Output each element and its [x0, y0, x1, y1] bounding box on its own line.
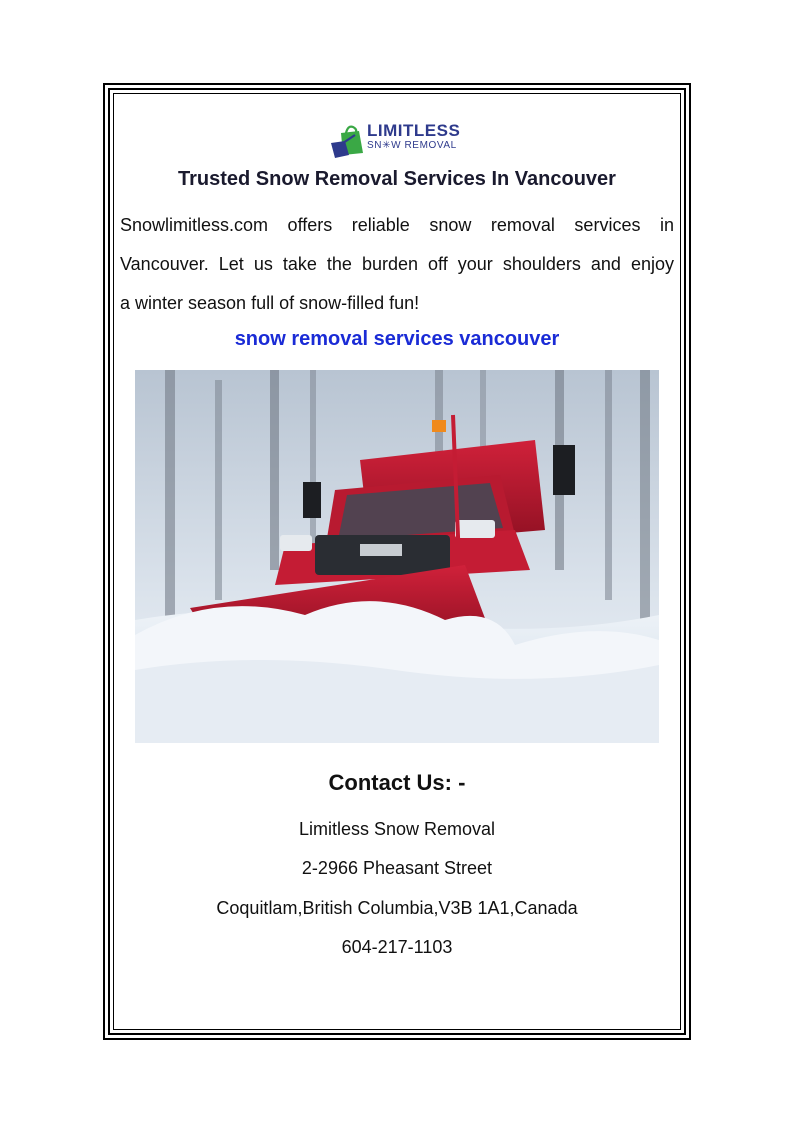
contact-company: Limitless Snow Removal	[298, 819, 496, 839]
shovel-bag-icon	[329, 121, 369, 161]
contact-phone[interactable]: 604-217-1103	[341, 937, 453, 957]
contact-street: 2-2966 Pheasant Street	[301, 858, 493, 878]
intro-paragraph	[120, 206, 674, 323]
snowplow-truck-photo	[135, 370, 659, 743]
contact-city: Coquitlam,British Columbia,V3B 1A1,Canada	[216, 898, 578, 918]
page-title: Trusted Snow Removal Services In Vancouver	[178, 168, 616, 190]
intro-line: Snowlimitless.com offers reliable snow removal services in	[120, 215, 674, 235]
service-link[interactable]: snow removal services vancouver	[234, 328, 560, 350]
intro-line: a winter season full of snow-filled fun!	[120, 293, 420, 313]
company-logo	[329, 121, 465, 161]
contact-heading: Contact Us: -	[328, 770, 466, 795]
intro-line: Vancouver. Let us take the burden off your shoulders and enjoy	[120, 254, 674, 274]
logo-tagline: SN✳W REMOVAL	[367, 140, 457, 151]
logo-wordmark: LIMITLESS	[367, 121, 461, 140]
